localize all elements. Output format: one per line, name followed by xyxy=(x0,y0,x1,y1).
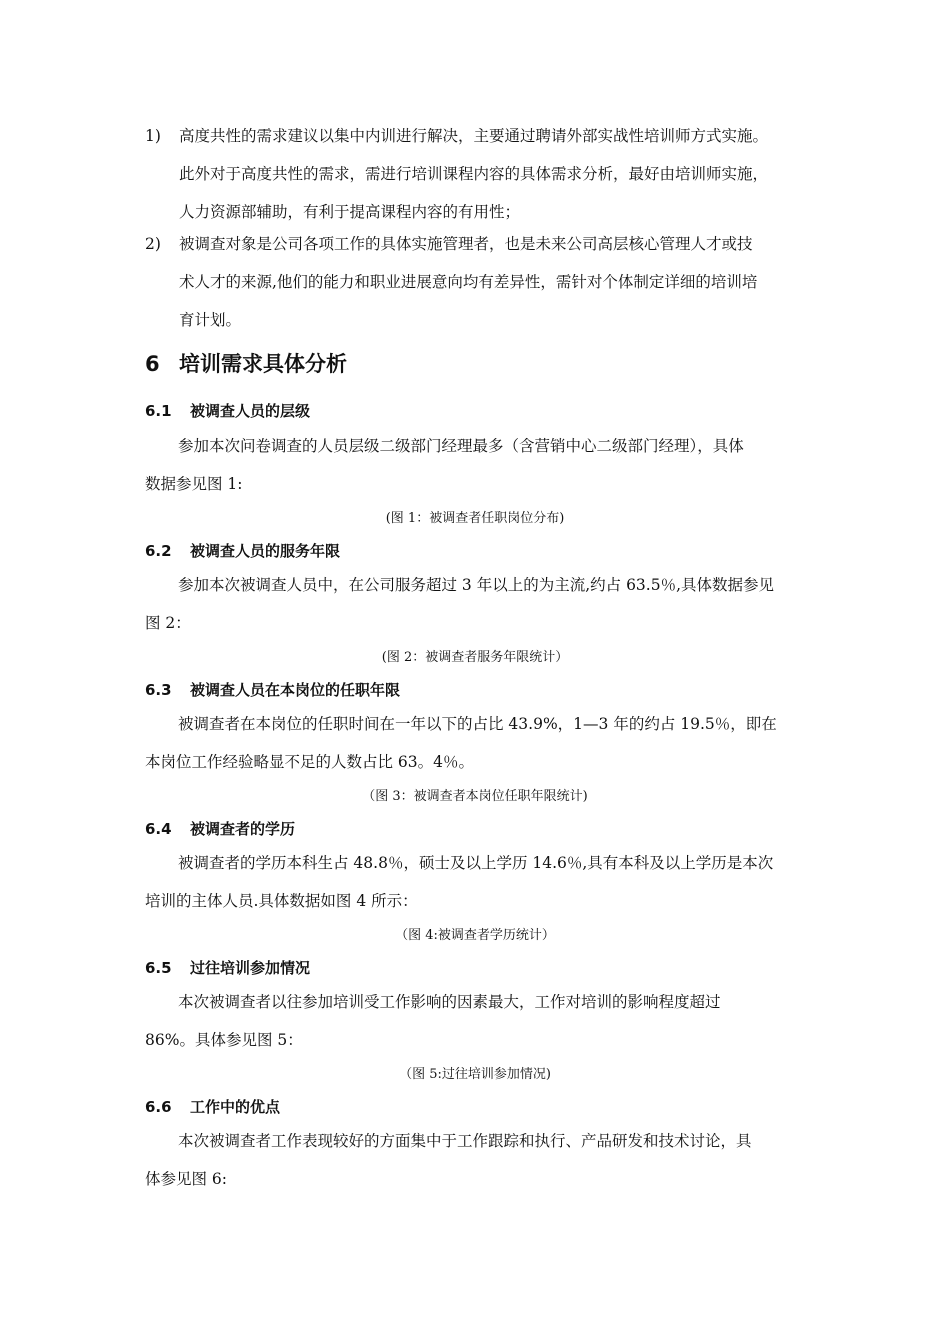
subsection-title: 被调查人员在本岗位的任职年限 xyxy=(190,681,401,699)
subsection-heading-6-6 xyxy=(145,1096,280,1117)
paragraph-line: 本次被调查者以往参加培训受工作影响的因素最大，工作对培训的影响程度超过 xyxy=(178,993,721,1011)
subsection-title: 被调查人员的服务年限 xyxy=(190,542,341,560)
subsection-number: 6.6 xyxy=(145,1098,172,1116)
subsection-heading-6-3 xyxy=(145,679,400,700)
paragraph-line: 参加本次被调查人员中，在公司服务超过 3 年以上的为主流,约占 63.5％,具体数据参见 xyxy=(178,576,775,594)
paragraph-line: 体参见图 6: xyxy=(145,1170,228,1188)
subsection-heading-6-2 xyxy=(145,540,340,561)
list-text-line: 被调查对象是公司各项工作的具体实施管理者，也是未来公司高层核心管理人才或技 xyxy=(179,235,753,253)
list-number: 2) xyxy=(145,235,161,253)
list-text-line: 术人才的来源,他们的能力和职业进展意向均有差异性，需针对个体制定详细的培训培 xyxy=(179,273,758,291)
list-number: 1) xyxy=(145,127,161,145)
paragraph-line: 培训的主体人员.具体数据如图 4 所示： xyxy=(145,892,418,910)
section-number: 6 xyxy=(145,352,160,376)
paragraph-line: 86%。具体参见图 5： xyxy=(145,1031,303,1049)
subsection-heading-6-1 xyxy=(145,400,310,421)
figure-caption: （图 4:被调查者学历统计） xyxy=(395,928,555,943)
list-text-line: 此外对于高度共性的需求，需进行培训课程内容的具体需求分析，最好由培训师实施， xyxy=(179,165,769,183)
paragraph-line: 参加本次问卷调查的人员层级二级部门经理最多（含营销中心二级部门经理），具体 xyxy=(178,437,744,455)
figure-caption: （图 5:过往培训参加情况) xyxy=(399,1067,551,1082)
paragraph-line: 本岗位工作经验略显不足的人数占比 63。4％。 xyxy=(145,753,475,771)
subsection-number: 6.5 xyxy=(145,959,172,977)
subsection-number: 6.2 xyxy=(145,542,172,560)
list-text-line: 高度共性的需求建议以集中内训进行解决，主要通过聘请外部实战性培训师方式实施。 xyxy=(179,127,769,145)
list-text-line: 育计划。 xyxy=(179,311,242,329)
figure-caption: （图 3：被调查者本岗位任职年限统计) xyxy=(362,789,588,804)
subsection-title: 被调查者的学历 xyxy=(190,820,296,838)
subsection-number: 6.3 xyxy=(145,681,172,699)
subsection-title: 被调查人员的层级 xyxy=(190,402,311,420)
subsection-heading-6-5 xyxy=(145,957,310,978)
subsection-title: 工作中的优点 xyxy=(190,1098,281,1116)
paragraph-line: 本次被调查者工作表现较好的方面集中于工作跟踪和执行、产品研发和技术讨论，具 xyxy=(178,1132,752,1150)
paragraph-line: 图 2： xyxy=(145,614,191,632)
subsection-number: 6.4 xyxy=(145,820,172,838)
paragraph-line: 被调查者在本岗位的任职时间在一年以下的占比 43.9%，1—3 年的约占 19.5％，即在 xyxy=(178,715,777,733)
subsection-title: 过往培训参加情况 xyxy=(190,959,311,977)
list-text-line: 人力资源部辅助，有利于提高课程内容的有用性； xyxy=(179,203,521,221)
section-title: 培训需求具体分析 xyxy=(179,352,347,376)
section-heading xyxy=(145,348,347,378)
paragraph-line: 数据参见图 1: xyxy=(145,475,243,493)
figure-caption: (图 2：被调查者服务年限统计） xyxy=(381,650,569,665)
subsection-heading-6-4 xyxy=(145,818,295,839)
paragraph-line: 被调查者的学历本科生占 48.8％，硕士及以上学历 14.6％,具有本科及以上学历是本次 xyxy=(178,854,774,872)
figure-caption: (图 1：被调查者任职岗位分布) xyxy=(385,511,565,526)
subsection-number: 6.1 xyxy=(145,402,172,420)
